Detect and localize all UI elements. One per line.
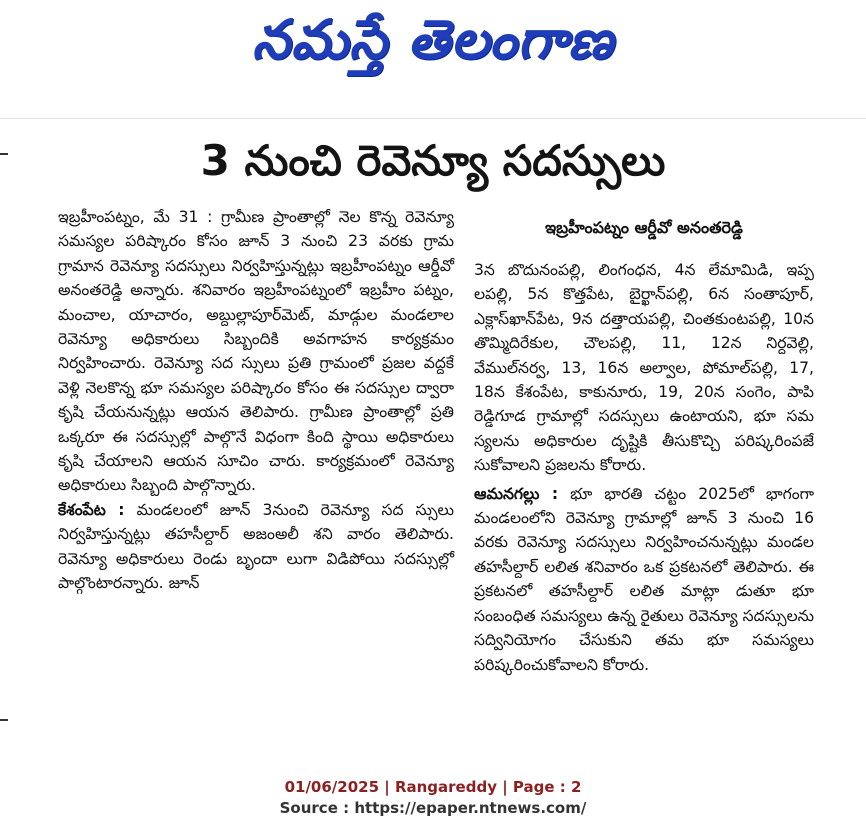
paragraph-text: మండలంలో జూన్ 3నుంచి రెవెన్యూ సద స్సులు నిర్వహిస్తున్నట్లు తహసీల్దార్ అజంఅలీ శని వారం తెలిపారు. రెవెన్యూ అధికారులు రెండు బృందా లుగా విడిపోయి సదస్సుల్లో పాల్గొంటారన్నారు. జూన్ [58,500,454,593]
article-paragraph [58,205,454,498]
footer-meta: 01/06/2025 | Rangareddy | Page : 2 [284,778,582,796]
masthead-title: నమస్తే తెలంగాణ [252,8,614,71]
article-paragraph [474,258,814,478]
footer-source-link[interactable]: Source : https://epaper.ntnews.com/ [279,799,587,817]
paragraph-text: 3న బొదునంపల్లి, లింగంధన, 4న లేమామిడి, ఇప్ప లపల్లి, 5న కొత్తపేట, బైర్ఖాన్‌పల్లి, 6న సంతాపూర్, ఎక్లాస్‌ఖాన్‌పేట, 9న దత్తాయపల్లి, చింతకుంటపల్లి, 10న తొమ్మిదిరేకుల, చౌలపల్లి, 11, 12న నిర్దవెల్లి, వేముల్‌నర్వ, 13, 16న అల్వాల, పోమాల్‌పల్లి, 17, 18న కేశంపేట, కాకునూరు, 19, 20న సంగెం, పాపి రెడ్డిగూడ గ్రామాల్లో సదస్సులు ఉంటాయని, భూ సమ స్యలను అధికారుల దృష్టికి తీసుకొచ్చి పరిష్కరింపజే సుకోవాలని ప్రజలను కోరారు. [474,261,814,475]
dateline: కేశంపేట : [58,500,125,519]
dateline: ఆమనగల్లు : [474,484,559,503]
paragraph-text: ఇబ్రహీంపట్నం, మే 31 : గ్రామీణ ప్రాంతాల్లో నెల కొన్న రెవెన్యూ సమస్యల పరిష్కారం కోసం జూన్ 3 నుంచి 23 వరకు గ్రామ గ్రామాన రెవెన్యూ సదస్సులు నిర్వహిస్తున్నట్లు ఇబ్రహీంపట్నం ఆర్డీవో అనంతరెడ్డి అన్నారు. శనివారం ఇబ్రహీంపట్నంలో ఇబ్రహీం పట్నం, మంచాల, యాచారం, అబ్దుల్లాపూర్‌మెట్, మాడ్గుల మండలాల రెవెన్యూ అధికారులు సిబ్బందికి అవగాహన కార్యక్రమం నిర్వహించారు. రెవెన్యూ సద స్సులు ప్రతి గ్రామంలో ప్రజల వద్దకే వెళ్లి నెలకొన్న భూ సమస్యల పరిష్కారం కోసం ఈ సదస్సుల ద్వారా కృషి చేయనున్నట్లు ఆయన తెలిపారు. గ్రామీణ ప్రాంతాల్లో ప్రతి ఒక్కరూ ఈ సదస్సుల్లో పాల్గొనే విధంగా కింది స్థాయి అధికారులు కృషి చేయాలని ఆయన సూచిం చారు. కార్యక్రమంలో రెవెన్యూ అధికారులు సిబ్బంది పాల్గొన్నారు. [58,208,454,495]
article-paragraph [474,482,814,677]
masthead-logo [0,8,866,85]
article-column-left [58,205,454,596]
article-paragraph [58,498,454,596]
article-headline: 3 నుంచి రెవెన్యూ సదస్సులు [200,136,666,185]
article-column-right [474,218,814,677]
paragraph-text: భూ భారతి చట్టం 2025లో భాగంగా మండలంలోని రెవెన్యూ గ్రామాల్లో జూన్ 3 నుంచి 16 వరకు రెవెన్యూ సదస్సులు నిర్వహించనున్నట్లు మండల తహసీల్దార్ లలిత శనివారం ఒక ప్రకటనలో తెలిపారు. ఈ ప్రకటనలో తహసీల్దార్ లలిత మాట్లా డుతూ భూ సంబంధిత సమస్యలు ఉన్న రైతులు రెవెన్యూ సదస్సులను సద్వినియోగం చేసుకుని తమ భూ సమస్యలు పరిష్కరించుకోవాలని కోరారు. [474,484,814,674]
article-byline: ఇబ్రహీంపట్నం ఆర్డీవో అనంతరెడ్డి [545,218,743,237]
edge-rule [0,719,8,721]
